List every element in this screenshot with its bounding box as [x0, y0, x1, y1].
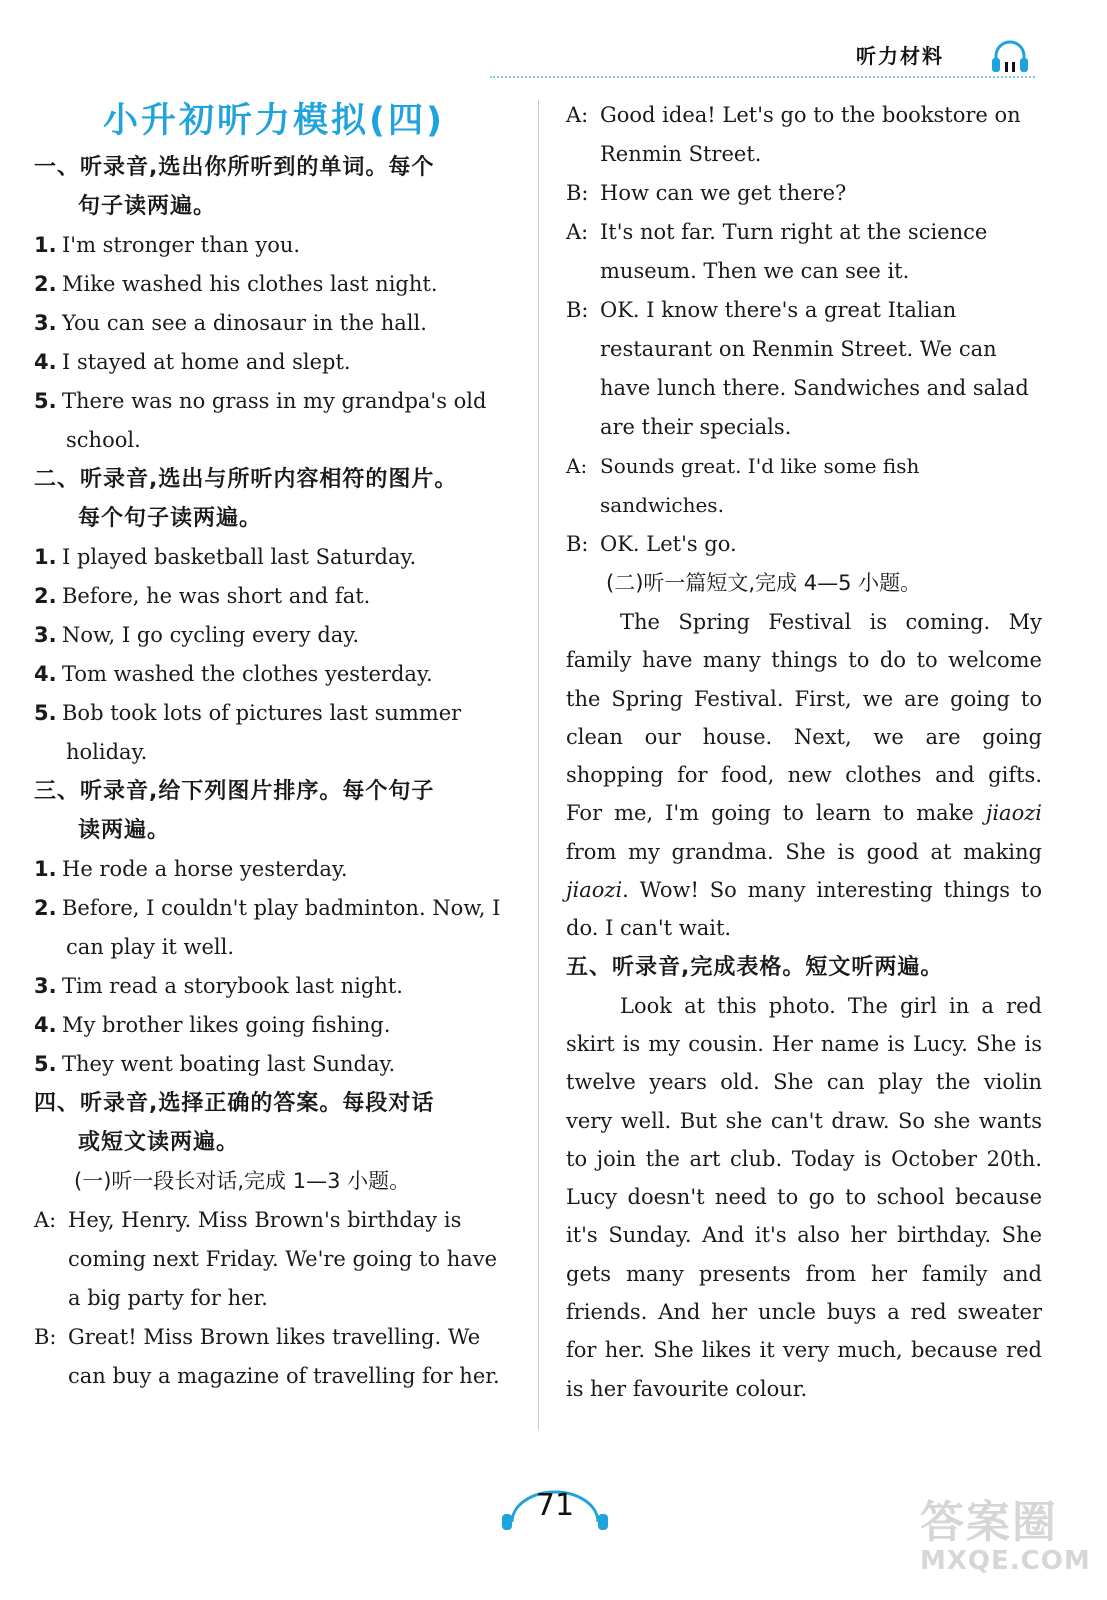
list-item: 4. My brother likes going fishing.	[34, 1013, 391, 1037]
section-4-part-1: (一)听一段长对话,完成 1—3 小题。	[74, 1169, 411, 1193]
list-item: 5. There was no grass in my grandpa's old school.	[34, 389, 487, 452]
watermark-logo: 答案圈 MXQE.COM	[920, 1497, 1091, 1576]
dialogue-line: B: OK. I know there's a great Italian restaurant on Renmin Street. We can have lunch there. Sandwiches and salad are their specials.	[566, 298, 1029, 439]
page-title: 小升初听力模拟(四)	[103, 101, 445, 141]
section-2-items	[34, 538, 516, 772]
page-number: 71	[490, 1488, 620, 1523]
section-3-items	[34, 850, 516, 1084]
section-4-heading: 四、听录音,选择正确的答案。每段对话 或短文读两遍。	[34, 1091, 435, 1155]
list-item: 3. Tim read a storybook last night.	[34, 974, 403, 998]
list-item: 2. Before, I couldn't play badminton. Now, I can play it well.	[34, 896, 501, 959]
section-1-items	[34, 226, 516, 460]
passage-spring-festival: The Spring Festival is coming. My family have many things to do to welcome the Spring Festival. First, we are going to clean our house. Next, we are going shopping for food, new clothes and gifts. For me, I'm going to learn to make jiaozi from my grandma. She is good at making jiaozi. Wow! So many interesting things to do. I can't wait.	[566, 610, 1042, 941]
dialogue-line: A: Sounds great. I'd like some fish sandwiches.	[566, 454, 920, 517]
passage-lucy: Look at this photo. The girl in a red skirt is my cousin. Her name is Lucy. She is twelve years old. She can play the violin very well. But she can't draw. So she wants to join the art club. Today is October 20th. Lucy doesn't need to go to school because it's Sunday. And it's also her birthday. She gets many presents from her family and friends. And her uncle buys a red sweater for her. She likes it very much, because red is her favourite colour.	[566, 993, 1042, 1401]
list-item: 2. Mike washed his clothes last night.	[34, 272, 438, 296]
section-4-part-2: (二)听一篇短文,完成 4—5 小题。	[606, 571, 922, 595]
list-item: 4. I stayed at home and slept.	[34, 350, 351, 374]
dialogue-line: A: It's not far. Turn right at the science museum. Then we can see it.	[566, 220, 988, 283]
list-item: 4. Tom washed the clothes yesterday.	[34, 662, 433, 686]
dialogue-line: A: Hey, Henry. Miss Brown's birthday is coming next Friday. We're going to have a big party for her.	[34, 1208, 498, 1310]
list-item: 1. He rode a horse yesterday.	[34, 857, 348, 881]
dialogue-line: B: OK. Let's go.	[566, 532, 737, 556]
list-item: 3. Now, I go cycling every day.	[34, 623, 360, 647]
list-item: 3. You can see a dinosaur in the hall.	[34, 311, 427, 335]
list-item: 5. They went boating last Sunday.	[34, 1052, 396, 1076]
column-divider	[538, 100, 539, 1430]
list-item: 1. I played basketball last Saturday.	[34, 545, 417, 569]
header-label: 听力材料	[856, 44, 944, 68]
section-1-heading: 一、听录音,选出你所听到的单词。每个 句子读两遍。	[34, 155, 435, 219]
list-item: 2. Before, he was short and fat.	[34, 584, 371, 608]
headphones-icon	[990, 36, 1030, 76]
left-column	[34, 96, 516, 1396]
header-divider	[490, 76, 1035, 78]
dialogue-line: A: Good idea! Let's go to the bookstore on Renmin Street.	[566, 103, 1021, 166]
section-2-heading: 二、听录音,选出与所听内容相符的图片。 每个句子读两遍。	[34, 467, 458, 531]
section-5-heading: 五、听录音,完成表格。短文听两遍。	[566, 954, 944, 980]
list-item: 5. Bob took lots of pictures last summer holiday.	[34, 701, 462, 764]
right-column	[566, 96, 1042, 1408]
section-3-heading: 三、听录音,给下列图片排序。每个句子 读两遍。	[34, 779, 435, 843]
dialogue-line: B: Great! Miss Brown likes travelling. We can buy a magazine of travelling for her.	[34, 1325, 500, 1388]
dialogue-line: B: How can we get there?	[566, 181, 847, 205]
list-item: 1. I'm stronger than you.	[34, 233, 301, 257]
